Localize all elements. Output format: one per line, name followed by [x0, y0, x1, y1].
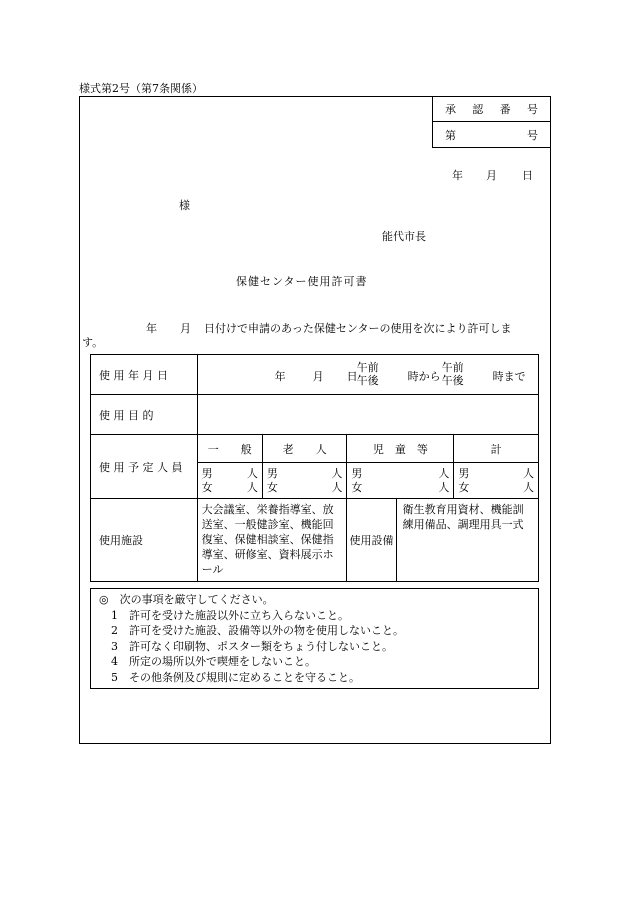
issue-date-year: 年: [452, 169, 463, 182]
count-total[interactable]: 男 人 女 人: [454, 463, 539, 499]
approval-number-field[interactable]: 第 号: [433, 122, 551, 148]
facility-label: 使用施設: [91, 499, 198, 582]
facility-list[interactable]: 大会議室、栄養指導室、放送室、一般健診室、機能回復室、保健相談室、保健指導室、研修室、資料展示ホール: [197, 499, 347, 582]
purpose-label: 使 用 目 的: [91, 395, 198, 435]
issue-date-day: 日: [522, 169, 533, 182]
group-children: 児 童 等: [347, 435, 454, 463]
note-item: 4 所定の場所以外で喫煙をしないこと。: [111, 655, 316, 668]
page-title: 保健センター使用許可書: [236, 275, 368, 288]
count-children[interactable]: 男 人 女 人: [347, 463, 454, 499]
notes-heading: ◎ 次の事項を厳守してください。: [99, 593, 274, 606]
issue-date-month: 月: [486, 169, 497, 182]
purpose-field[interactable]: [197, 395, 538, 435]
form-number: 様式第2号（第7条関係）: [79, 82, 203, 95]
addressee-suffix: 様: [179, 199, 190, 212]
equipment-label: 使用設備: [347, 499, 396, 582]
group-elderly: 老 人: [262, 435, 347, 463]
note-item: 3 許可なく印刷物、ポスター類をちょう付しないこと。: [111, 639, 393, 653]
issuer: 能代市長: [382, 230, 426, 243]
period-label: 使 用 年 月 日: [91, 355, 198, 395]
body-month: 月: [180, 322, 191, 335]
equipment-list[interactable]: 衛生教育用資材、機能訓練用備品、調理用具一式: [396, 499, 538, 582]
body-text-cont: す。: [82, 336, 104, 349]
approval-header: 承 認 番 号: [433, 97, 551, 122]
count-elderly[interactable]: 男 人 女 人: [262, 463, 347, 499]
group-general: 一 般: [197, 435, 262, 463]
people-label: 使 用 予 定 人 員: [91, 435, 198, 499]
group-total: 計: [454, 435, 539, 463]
note-item: 1 許可を受けた施設以外に立ち入らないこと。: [111, 608, 349, 622]
count-general[interactable]: 男 人 女 人: [197, 463, 262, 499]
note-item: 2 許可を受けた施設、設備等以外の物を使用しないこと。: [111, 624, 404, 637]
body-year: 年: [146, 322, 157, 335]
note-item: 5 その他条例及び規則に定めることを守ること。: [111, 670, 360, 684]
period-field[interactable]: 年 月 日 午前 午後 時から 午前 午後 時まで: [197, 355, 538, 395]
notes-box: [90, 588, 539, 689]
usage-table: [90, 354, 539, 582]
body-text: 日付けで申請のあった保健センターの使用を次により許可しま: [204, 322, 512, 335]
approval-number-box: [432, 97, 550, 148]
